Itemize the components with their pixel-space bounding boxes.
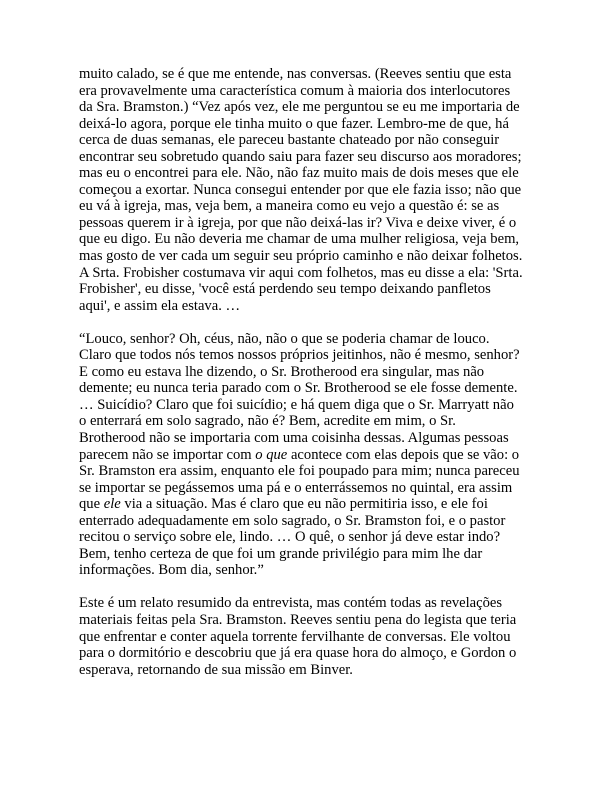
paragraph [79, 595, 541, 678]
text-line: Sr. Bramston era assim, enquanto ele foi poupado para mim; nunca pareceu [79, 463, 520, 480]
text-line: A Srta. Frobisher costumava vir aqui com folhetos, mas eu disse a ela: 'Srta. [79, 264, 523, 281]
text-line: informações. Bom dia, senhor.” [79, 562, 264, 579]
text-line: eu vá à igreja, mas, veja bem, a maneira como eu vejo a questão é: se as [79, 198, 500, 215]
text-line: começou a exortar. Nunca consegui entender por que ele fazia isso; não que [79, 181, 522, 198]
text-line: para o dormitório e descobriu que já era quase hora do almoço, e Gordon o [79, 645, 517, 662]
text-line: se importar se pegássemos uma pá e o enterrássemos no quintal, era assim [79, 479, 513, 496]
text-line: recitou o serviço sobre ele, lindo. … O quê, o senhor já deve estar indo? [79, 529, 501, 546]
text-line: enterrado adequadamente em solo sagrado, o Sr. Bramston foi, e o pastor [79, 512, 506, 529]
text-line: Claro que todos nós temos nossos próprios jeitinhos, não é mesmo, senhor? [79, 347, 520, 364]
text-line [79, 496, 541, 513]
text-line: Frobisher', eu disse, 'você está perdendo seu tempo deixando panfletos [79, 281, 491, 298]
text-line: muito calado, se é que me entende, nas conversas. (Reeves sentiu que esta [79, 66, 512, 82]
text-line: da Sra. Bramston.) “Vez após vez, ele me perguntou se eu me importaria de [79, 99, 520, 116]
text-line: cerca de duas semanas, ele pareceu bastante chateado por não conseguir [79, 132, 500, 149]
text-line: E como eu estava lhe dizendo, o Sr. Brotherood era singular, mas não [79, 363, 485, 380]
text-line: materiais feitas pela Sra. Bramston. Reeves sentiu pena do legista que teria [79, 611, 517, 628]
text-line: Bem, tenho certeza de que foi um grande privilégio para mim lhe dar [79, 545, 483, 562]
text-line: encontrar seu sobretudo quando saiu para fazer seu discurso aos moradores; [79, 148, 522, 165]
text-line: mas gosto de ver cada um seguir seu próprio caminho e não deixar folhetos. [79, 248, 523, 265]
text-line: o enterrará em solo sagrado, não é? Bem, acredite em mim, o Sr. [79, 413, 456, 430]
text-run: parecem não se importar com [79, 446, 256, 463]
emphasis-text: o que [255, 446, 288, 463]
paragraph [79, 66, 541, 314]
text-line: Brotherood não se importaria com uma coisinha dessas. Algumas pessoas [79, 429, 509, 446]
document-page [79, 66, 541, 678]
text-line: pessoas querem ir à igreja, por que não deixá-las ir? Viva e deixe viver, é o [79, 214, 517, 231]
text-line: demente; eu nunca teria parado com o Sr. Brotherood se ele fosse demente. [79, 380, 518, 397]
text-line: deixá-lo agora, porque ele tinha muito o que fazer. Lembro-me de que, há [79, 115, 509, 132]
text-run: acontece com elas depois que se vão: o [287, 446, 520, 463]
text-line: … Suicídio? Claro que foi suicídio; e há quem diga que o Sr. Marryatt não [79, 396, 514, 413]
text-line: era provavelmente uma característica comum à maioria dos interlocutores [79, 82, 511, 99]
text-line: esperava, retornando de sua missão em Binver. [79, 661, 353, 678]
text-line: “Louco, senhor? Oh, céus, não, não o que se poderia chamar de louco. [79, 330, 490, 347]
emphasis-text: ele [103, 496, 121, 513]
text-line: aqui', e assim ela estava. … [79, 297, 241, 314]
paragraph [79, 331, 541, 579]
text-line: que enfrentar e conter aquela torrente fervilhante de conversas. Ele voltou [79, 628, 511, 645]
text-run: que [79, 496, 104, 513]
text-line: que eu digo. Eu não deveria me chamar de uma mulher religiosa, veja bem, [79, 231, 520, 248]
text-line: mas eu o encontrei para ele. Não, não faz muito mais de dois meses que ele [79, 165, 519, 182]
text-line [79, 447, 541, 464]
text-line: Este é um relato resumido da entrevista, mas contém todas as revelações [79, 595, 503, 612]
text-run: via a situação. Mas é claro que eu não permitiria isso, e ele foi [120, 496, 488, 513]
